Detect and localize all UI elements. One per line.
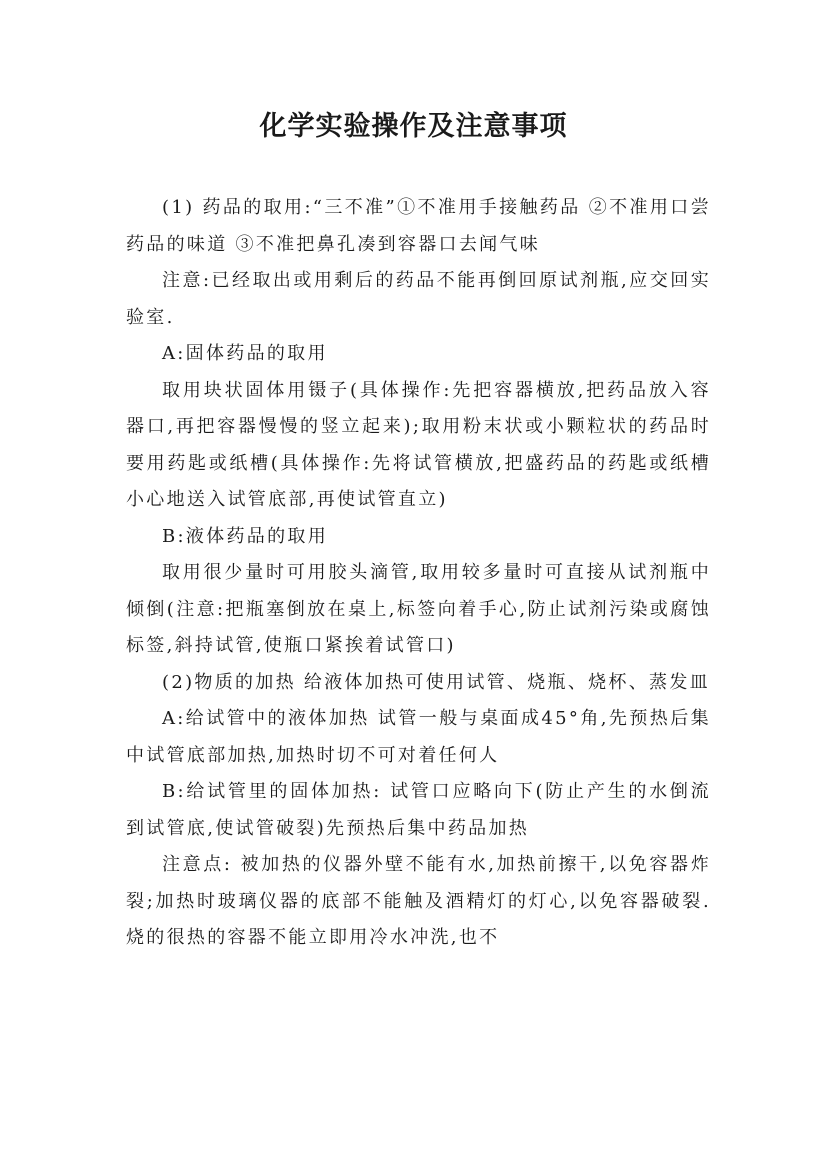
paragraph-heating-liquid: A:给试管中的液体加热 试管一般与桌面成45°角,先预热后集中试管底部加热,加热时切不可对着任何人 (126, 708, 711, 766)
paragraph-liquid-heading: B:液体药品的取用 (162, 525, 328, 547)
paragraph-leftover-note: 注意:已经取出或用剩后的药品不能再倒回原试剂瓶,应交回实验室. (126, 270, 711, 328)
paragraph-reagent-rules: (1) 药品的取用:“三不准”①不准用手接触药品 ②不准用口尝药品的味道 ③不准把鼻孔凑到容器口去闻气味 (126, 197, 711, 255)
paragraph-heating-intro: (2)物质的加热 给液体加热可使用试管、烧瓶、烧杯、蒸发皿 (162, 671, 710, 693)
paragraph-solid-procedure: 取用块状固体用镊子(具体操作:先把容器横放,把药品放入容器口,再把容器慢慢的竖立起来);取用粉末状或小颗粒状的药品时要用药匙或纸槽(具体操作:先将试管横放,把盛药品的药匙或纸槽小心地送入试管底部,再使试管直立) (126, 379, 711, 510)
document-title: 化学实验操作及注意事项 (259, 111, 568, 142)
document-body (126, 190, 711, 957)
paragraph-liquid-procedure: 取用很少量时可用胶头滴管,取用较多量时可直接从试剂瓶中倾倒(注意:把瓶塞倒放在桌上,标签向着手心,防止试剂污染或腐蚀标签,斜持试管,使瓶口紧挨着试管口) (126, 562, 711, 656)
paragraph-heating-notes: 注意点: 被加热的仪器外壁不能有水,加热前擦干,以免容器炸裂;加热时玻璃仪器的底部不能触及酒精灯的灯心,以免容器破裂.烧的很热的容器不能立即用冷水冲洗,也不 (126, 854, 711, 948)
paragraph-heating-solid: B:给试管里的固体加热: 试管口应略向下(防止产生的水倒流到试管底,使试管破裂)先预热后集中药品加热 (126, 781, 711, 839)
paragraph-solid-heading: A:固体药品的取用 (162, 343, 328, 364)
